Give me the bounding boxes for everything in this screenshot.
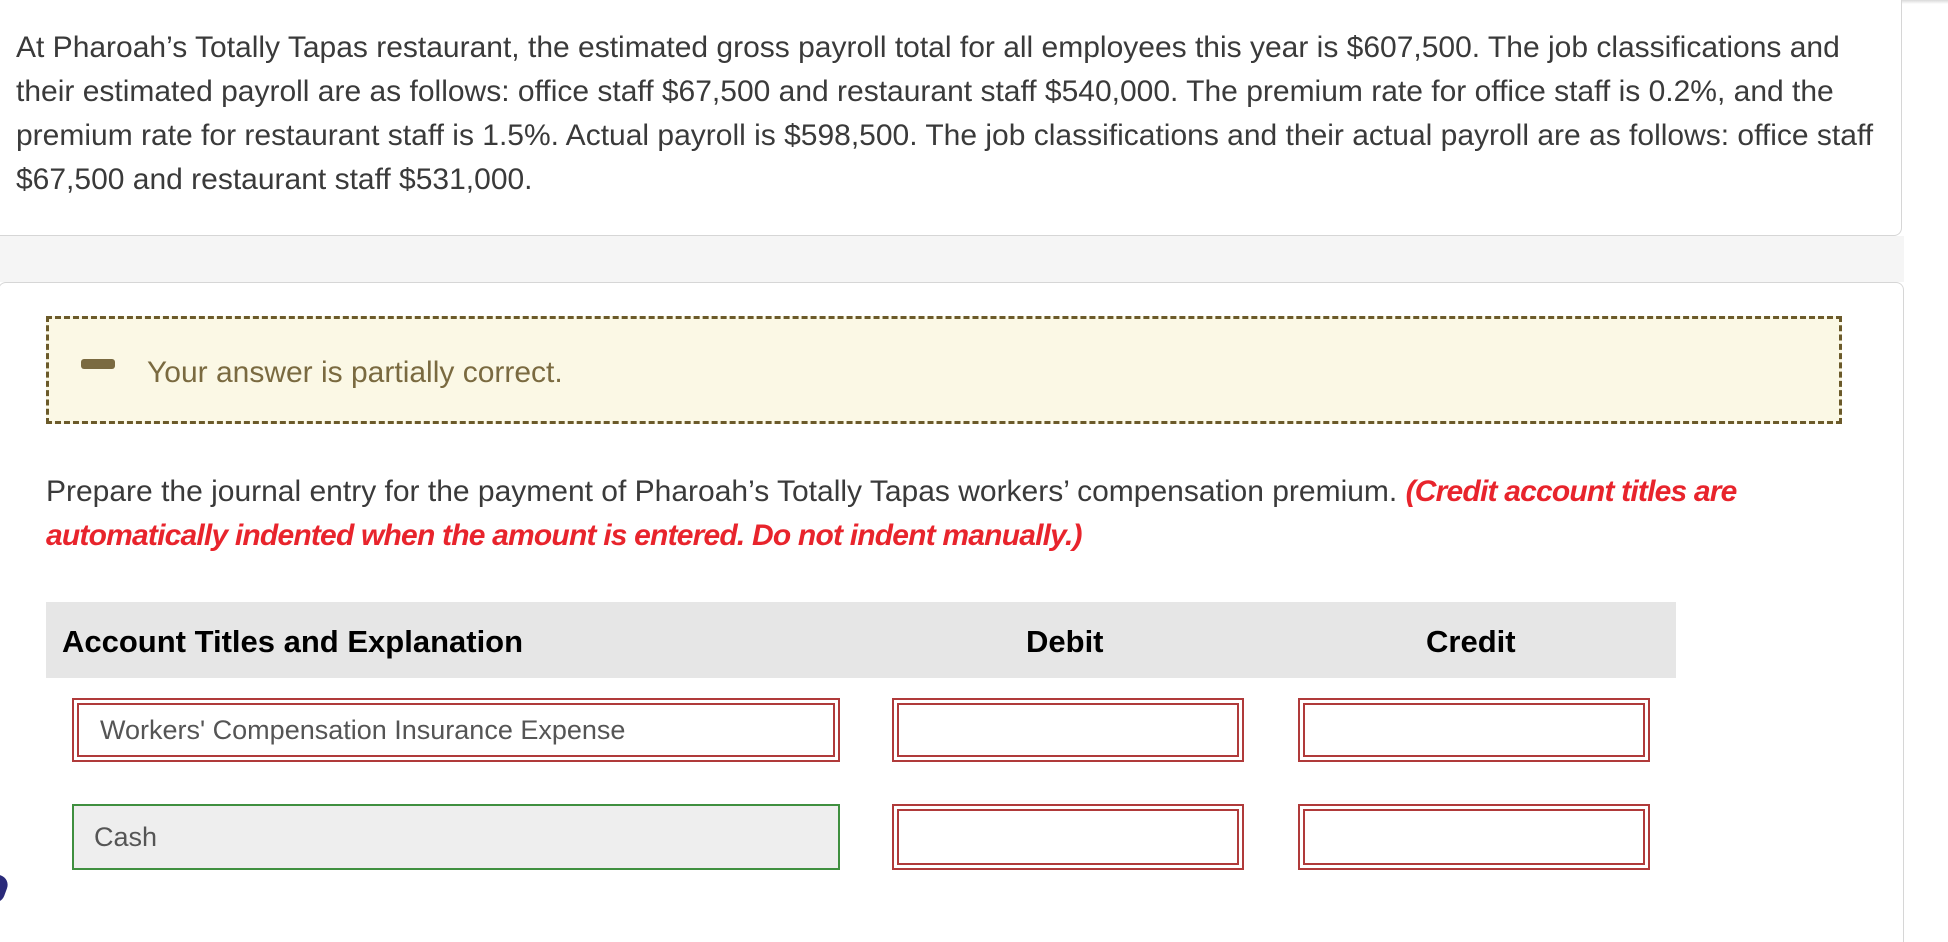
credit-input-row-2[interactable] [1298, 804, 1650, 870]
account-title-input-row-2[interactable] [72, 804, 840, 870]
instructions-note: (Credit account titles are automatically indented when the amount is entered. Do not indent manually.) [46, 475, 1737, 552]
problem-statement: At Pharoah’s Totally Tapas restaurant, the estimated gross payroll total for all employees this year is $607,500. The job classifications and their estimated payroll are as follows: office staff $67,500 and restaurant staff $540,000. The premium rate for office staff is 0.2%, and the premium rate for restaurant staff is 1.5%. Actual payroll is $598,500. The job classifications and their actual payroll are as follows: office staff $67,500 and restaurant staff $531,000. [16, 31, 1874, 196]
section-divider [0, 236, 1904, 282]
journal-table-header [46, 602, 1676, 678]
feedback-banner [46, 316, 1842, 424]
credit-input-row-1[interactable] [1298, 698, 1650, 762]
account-title-input-row-1[interactable] [72, 698, 840, 762]
question-instructions [46, 470, 1836, 558]
header-debit: Debit [1026, 624, 1104, 659]
debit-input-row-1[interactable] [892, 698, 1244, 762]
instructions-text: Prepare the journal entry for the payment of Pharoah’s Totally Tapas workers’ compensation premium. [46, 475, 1406, 508]
debit-input-row-2[interactable] [892, 804, 1244, 870]
header-account-titles: Account Titles and Explanation [62, 624, 524, 659]
feedback-text: Your answer is partially correct. [147, 356, 563, 389]
problem-card [0, 0, 1902, 236]
minus-icon [81, 359, 115, 369]
header-credit: Credit [1426, 624, 1516, 659]
